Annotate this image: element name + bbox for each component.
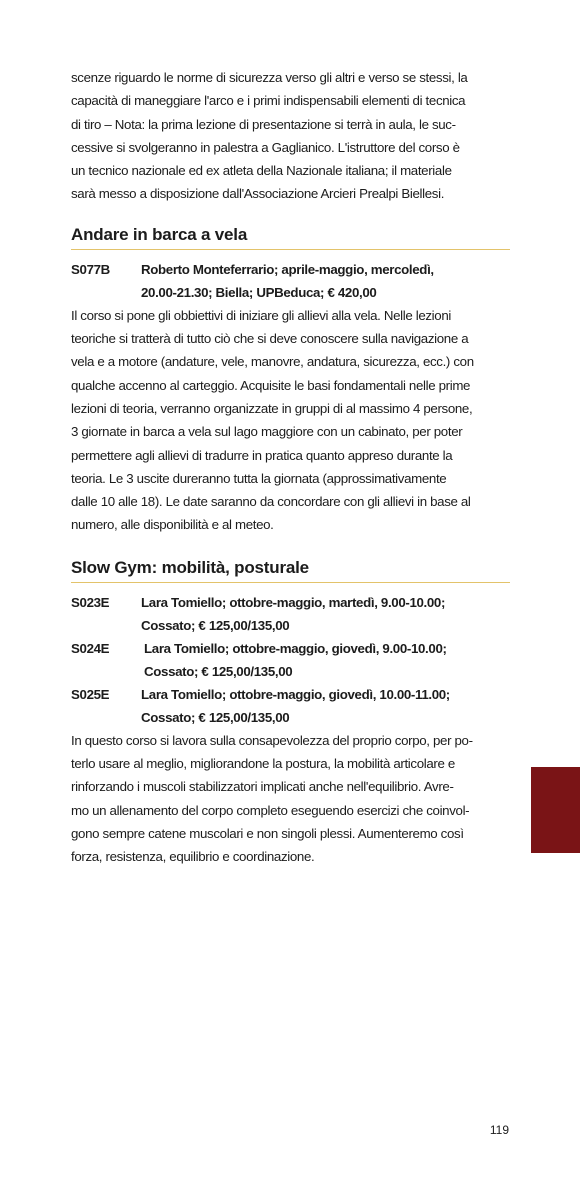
text-line: un tecnico nazionale ed ex atleta della Nazionale italiana; il materiale (71, 163, 452, 179)
text-line: rinforzando i muscoli stabilizzatori implicati anche nell'equilibrio. Avre- (71, 779, 454, 795)
course-entries (71, 258, 510, 304)
detail-line: Cossato; € 125,00/135,00 (141, 709, 290, 725)
text-line: In questo corso si lavora sulla consapevolezza del proprio corpo, per po- (71, 732, 473, 748)
text-line: forza, resistenza, equilibrio e coordinazione. (71, 849, 315, 865)
text-line: teoriche si tratterà di tutto ciò che si deve conoscere sulla navigazione a (71, 331, 469, 347)
section-sailing (71, 222, 510, 537)
text-line: numero, alle disponibilità e al meteo. (71, 517, 274, 533)
course-entry (71, 258, 510, 304)
text-line: scenze riguardo le norme di sicurezza verso gli altri e verso se stessi, la (71, 70, 468, 85)
section-body (71, 304, 510, 537)
course-details (141, 683, 510, 729)
text-line: teoria. Le 3 uscite dureranno tutta la giornata (approssimativamente (71, 470, 447, 486)
course-details (141, 591, 510, 637)
course-details (141, 637, 510, 683)
text-line: capacità di maneggiare l'arco e i primi indispensabili elementi di tecnica (71, 93, 466, 109)
text-line: permettere agli allievi di tradurre in pratica quanto appreso durante la (71, 447, 453, 463)
course-details (141, 258, 510, 304)
text-line: 3 giornate in barca a vela sul lago maggiore con un cabinato, per poter (71, 424, 463, 440)
course-code: S024E (71, 640, 110, 656)
course-entry (71, 637, 510, 683)
text-line: Il corso si pone gli obbiettivi di iniziare gli allievi alla vela. Nelle lezioni (71, 307, 451, 323)
course-code: S077B (71, 261, 110, 277)
page-content (71, 66, 510, 887)
detail-line: Lara Tomiello; ottobre-maggio, giovedì, 10.00-11.00; (141, 686, 450, 702)
course-entry (71, 683, 510, 729)
chapter-tab (531, 767, 580, 853)
section-slow-gym (71, 555, 510, 869)
section-title: Andare in barca a vela (71, 222, 510, 250)
text-line: terlo usare al meglio, migliorandone la postura, la mobilità articolare e (71, 756, 455, 772)
text-line: vela e a motore (andature, vele, manovre, andatura, sicurezza, ecc.) con (71, 354, 474, 370)
detail-line: Cossato; € 125,00/135,00 (141, 617, 290, 633)
text-line: lezioni di teoria, verranno organizzate in gruppi di al massimo 4 persone, (71, 400, 473, 416)
course-code: S023E (71, 594, 110, 610)
text-line: mo un allenamento del corpo completo eseguendo esercizi che coinvol- (71, 802, 470, 818)
course-entries (71, 591, 510, 729)
text-line: cessive si svolgeranno in palestra a Gaglianico. L'istruttore del corso è (71, 139, 460, 155)
section-body (71, 729, 510, 869)
detail-line: 20.00-21.30; Biella; UPBeduca; € 420,00 (141, 284, 377, 300)
course-code: S025E (71, 686, 110, 702)
text-line: qualche accenno al carteggio. Acquisite le basi fondamentali nelle prime (71, 377, 471, 393)
detail-line: Lara Tomiello; ottobre-maggio, giovedì, 9.00-10.00; (144, 640, 447, 656)
page-number: 119 (489, 1123, 509, 1137)
intro-paragraph (71, 66, 510, 206)
section-title: Slow Gym: mobilità, posturale (71, 555, 510, 583)
text-line: sarà messo a disposizione dall'Associazione Arcieri Prealpi Biellesi. (71, 186, 445, 202)
text-line: di tiro – Nota: la prima lezione di presentazione si terrà in aula, le suc- (71, 116, 456, 132)
text-line: gono sempre catene muscolari e non singoli plessi. Aumenteremo così (71, 825, 464, 841)
course-entry (71, 591, 510, 637)
detail-line: Cossato; € 125,00/135,00 (144, 663, 293, 679)
detail-line: Lara Tomiello; ottobre-maggio, martedì, 9.00-10.00; (141, 594, 446, 610)
detail-line: Roberto Monteferrario; aprile-maggio, mercoledì, (141, 261, 434, 277)
text-line: dalle 10 alle 18). Le date saranno da concordare con gli allievi in base al (71, 494, 471, 510)
